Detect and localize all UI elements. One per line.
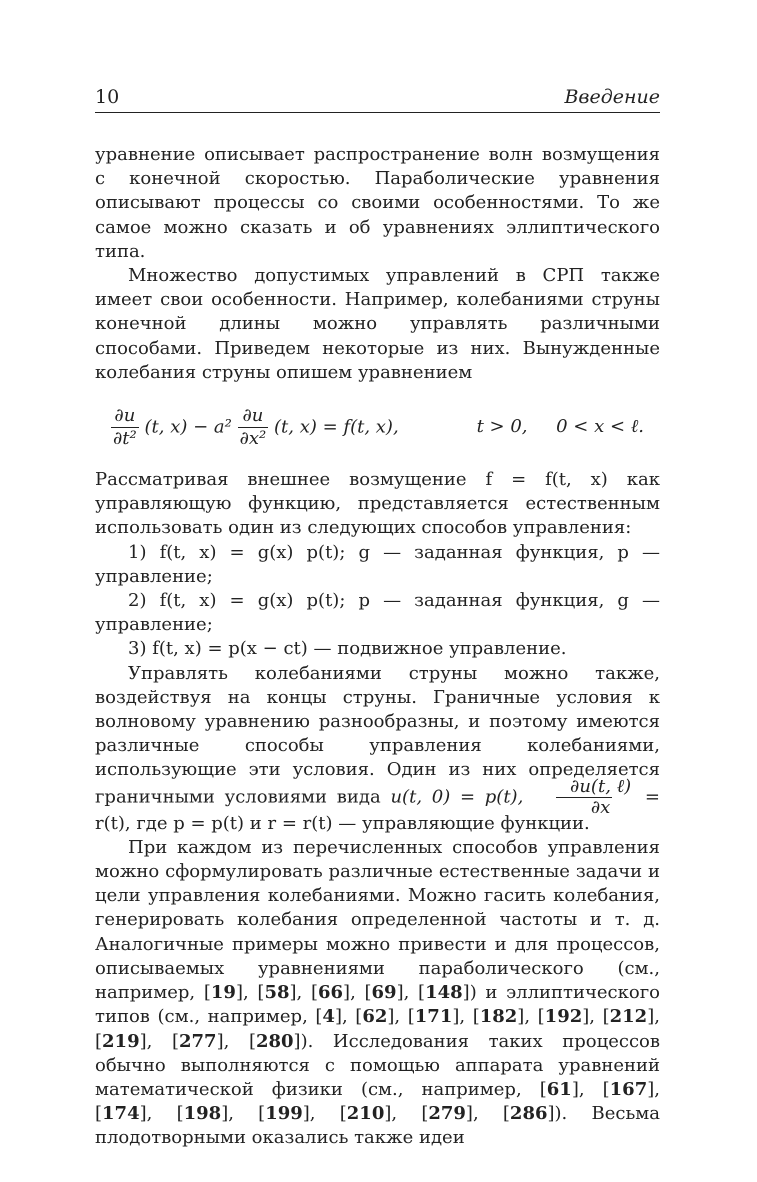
citation-ref[interactable]: [4] <box>315 1006 342 1028</box>
paragraph-4: Управлять колебаниями струны можно также, воздействуя на концы струны. Граничные условия к волновому уравнению разнообразны, и поэтому имеются различные способы управления колебаниями, использующие эти условия. Один из них определяется граничными условиями вида u(t, 0) = p(t), ∂u(t, ℓ) ∂x = r(t), где p = p(t) и r = r(t) — управляющие функции. <box>95 662 660 834</box>
list-item: 3) f(t, x) = p(x − ct) — подвижное управление. <box>128 638 567 660</box>
main-text <box>95 143 660 1151</box>
citation-ref[interactable]: [199] <box>258 1103 310 1125</box>
citation-ref[interactable]: [280] <box>248 1030 301 1052</box>
paragraph-5: При каждом из перечисленных способов управления можно сформулировать различные естественные задачи и цели управления колебаниями. Можно гасить колебания, генерировать колебания определенной частоты и т. д. Аналогичные примеры можно привести и для процессов, описываемых уравнениями параболического (см., например, [19], [58], [66], [69], [148]) и эллиптического типов (см., например, [4], [62], [171], [182], [192], [212], [219], [277], [280]). Исследования таких процессов обычно выполняются с помощью аппарата уравнений математической физики (см., например, [61], [167], [174], [198], [199], [210], [279], [286]). Весьма плодотворными оказались также идеи <box>95 836 660 1149</box>
list-item: 2) f(t, x) = g(x) p(t); p — заданная функция, g — управление; <box>95 590 660 636</box>
citation-ref[interactable]: [62] <box>355 1006 395 1028</box>
citation-ref[interactable]: [279] <box>421 1103 473 1125</box>
citation-ref[interactable]: [210] <box>339 1103 392 1125</box>
citation-ref[interactable]: [277] <box>171 1030 224 1052</box>
citation-ref[interactable]: [148] <box>418 982 470 1004</box>
citation-ref[interactable]: [58] <box>257 982 297 1004</box>
fraction-du-dx2: $\frac{\partial u}{\text{∂x²}}$ <box>239 405 267 450</box>
fraction-du-dt2: $\frac{\partial u}{\text{∂t²}}$ <box>113 405 137 450</box>
citations-elliptic: [4], [62], [171], [182], [192], [212], [219], [277], [280] <box>95 1006 660 1052</box>
page-number: 10 <box>95 86 120 108</box>
wave-equation <box>111 405 644 450</box>
citation-ref[interactable]: [212] <box>602 1006 655 1028</box>
citation-ref[interactable]: [198] <box>176 1103 229 1125</box>
citations-parabolic: [19], [58], [66], [69], [148] <box>203 982 470 1004</box>
citation-ref[interactable]: [66] <box>310 982 351 1004</box>
citation-ref[interactable]: [69] <box>364 982 404 1004</box>
citation-ref[interactable]: [19] <box>203 982 243 1004</box>
citation-ref[interactable]: [286] <box>502 1103 555 1125</box>
paragraph-2: Множество допустимых управлений в СРП также имеет свои особенности. Например, колебаниями струны конечной длины можно управлять различными способами. Приведем некоторые из них. Вынужденные колебания струны опишем уравнением <box>95 265 660 383</box>
paragraph-3: Рассматривая внешнее возмущение f = f(t, x) как управляющую функцию, представляется естественным использовать один из следующих способов управления: <box>95 469 660 539</box>
citation-ref[interactable]: [219] <box>95 1030 147 1052</box>
citation-ref[interactable]: [61] <box>539 1078 579 1100</box>
list-item: 1) f(t, x) = g(x) p(t); g — заданная функция, p — управление; <box>95 541 660 587</box>
citations-math-physics: [61], [167], [174], [198], [199], [210], [279], [286] <box>95 1078 660 1125</box>
fraction-du-dx: ∂u(t, ℓ) ∂x <box>535 777 633 818</box>
section-title: Введение <box>564 86 660 108</box>
citation-ref[interactable]: [174] <box>95 1103 147 1125</box>
equation-left: $\frac{\partial u}{\text{∂t²}}$ (t, x) − a² $\frac{\partial u}{\text{∂x²}}$ (t, x) = f(t, x), <box>113 405 399 450</box>
equation-conditions: t > 0, 0 < x < ℓ. <box>476 416 644 438</box>
running-head <box>95 82 660 113</box>
citation-ref[interactable]: [171] <box>407 1006 460 1028</box>
citation-ref[interactable]: [167] <box>602 1078 655 1100</box>
paragraph-1: уравнение описывает распространение волн возмущения с конечной скоростью. Параболические уравнения описывают процессы со своими особенностями. То же самое можно сказать и об уравнениях эллиптического типа. <box>95 144 660 262</box>
page <box>95 82 660 1151</box>
citation-ref[interactable]: [182] <box>472 1006 525 1028</box>
citation-ref[interactable]: [192] <box>537 1006 590 1028</box>
